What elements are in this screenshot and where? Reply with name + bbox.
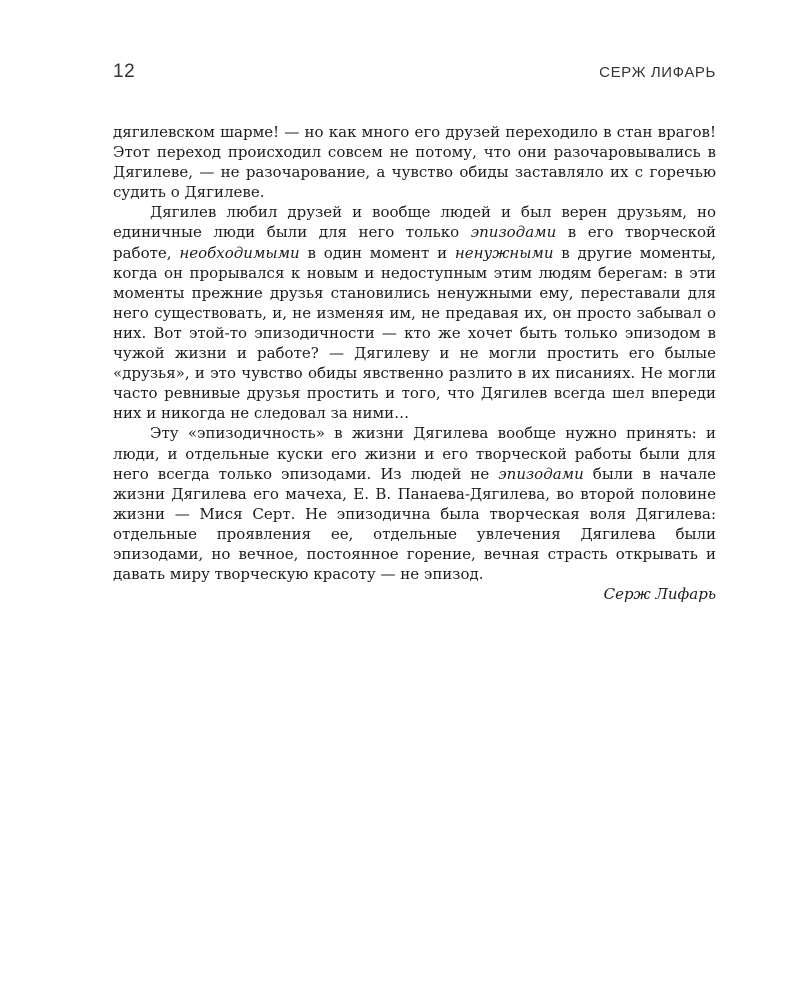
running-head: СЕРЖ ЛИФАРЬ [599,64,716,81]
paragraph-1: дягилевском шарме! — но как много его друзей переходило в стан врагов! Этот переход происходил совсем не потому, что они разочаровывались в Дягилеве, — не разочарование, а чувство обиды заставляло их с горечью судить о Дягилеве. [113,123,716,202]
paragraph-2-emphasis-1: эпизодами [470,223,557,242]
paragraph-3-text-2: были в начале жизни Дягилева его мачеха, Е. В. Панаева-Дягилева, во второй половине жизни — Мися Серт. Не эпизодична была творческая воля Дягилева: отдельные проявления ее, отдельные увлечения Дягилева были эпизодами, но вечное, постоянное горение, вечная страсть открывать и давать миру творческую красоту — не эпизод. [113,464,717,584]
paragraph-3-emphasis-1: эпизодами [498,464,584,483]
paragraph-2-emphasis-3: ненужными [454,243,554,262]
body-text [113,122,716,604]
page-header [113,61,716,85]
author-signature: Серж Лифарь [603,585,716,604]
paragraph-2-text-4: в другие моменты, когда он прорывался к новым и недоступным этим людям берегам: в эти моменты прежние друзья становились ненужными ему, переставали для него существовать, и, не изменяя им, не предавая их, он просто забывал о них. Вот этой-то эпизодичности — кто же хочет быть только эпизодом в чужой жизни и работе? — Дягилеву и не могли простить его былые «друзья», и это чувство обиды явственно разлито в их писаниях. Не могли часто ревнивые друзья простить и того, что Дягилев всегда шел впереди них и никогда не следовал за ними… [113,243,716,423]
paragraph-3-text-1: Эту «эпизодичность» в жизни Дягилева вообще нужно принять: и люди, и отдельные куски его жизни и его творческой работы были для него всегда только эпизодами. Из людей не [113,424,716,483]
paragraph-2 [113,202,716,423]
paragraph-2-text-2: в его творческой работе, [113,223,717,262]
paragraph-2-emphasis-2: необходимыми [179,243,300,262]
paragraph-2-text-1: Дягилев любил друзей и вообще людей и был верен друзьям, но единичные люди были для него только [113,203,716,242]
page-number: 12 [113,61,136,82]
paragraph-3 [113,423,716,584]
paragraph-2-text-3: в один момент и [299,243,455,262]
